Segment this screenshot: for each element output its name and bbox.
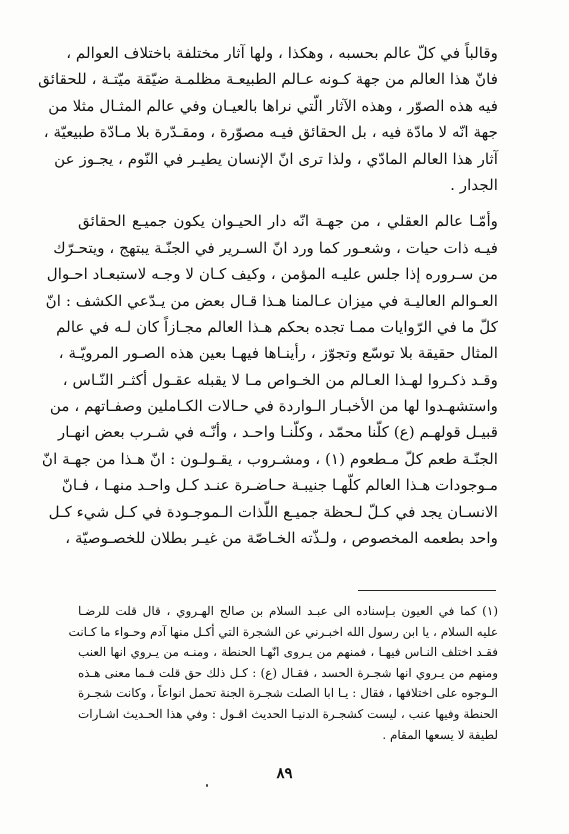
text-line: الجنّـة طعم كلّ مـطعوم (١) ، ومشـروب ، يقـولـون : انّ هـذا من جهـة انّ	[41, 449, 498, 468]
footnote-line: الحنطة وفيها عنب ، ليست كشجـرة الدنيـا الحديث اقـول : وفي هذا الحـديث اشـارات	[78, 706, 498, 721]
footnote-line: الـوجوه على اختلافها ، فقال : يـا ابا الصلت شجـرة الجنة تحمل انواعاً ، وكانت شجـرة	[78, 686, 498, 701]
text-line: وأمّـا عالم العقلي ، من جهـة انّه دار الحيـوان يكون جميـع الحقائق	[78, 212, 498, 231]
text-line: فيـه ذات حيات ، وشعـور كما ورد انّ السـرير في الجنّـة يبتهج ، ويتحـرّك	[53, 238, 498, 257]
page-number: ٨٩	[276, 764, 293, 782]
text-line: واستشهـدوا لها من الأخبـار الـواردة في حـالات الكـاملين وصفـاتهم ، من	[49, 397, 498, 416]
paragraph-gap	[78, 198, 498, 208]
text-line: كلّ ما في الرّوايات ممـا تجده بحكم هـذا العالم مجـازاً كان لـه في عالم	[56, 317, 498, 336]
paragraph-2	[41, 208, 498, 551]
text-line: جهة انّه لا مادّة فيه ، بل الحقائق فيـه مصوّرة ، ومقـدّرة بلا مـادّة طبيعيّة ،	[43, 123, 498, 142]
text-line: من سـروره إذا جلس عليـه المؤمن ، وكيف كـان لا وجـه لاستبعـاد احـوال	[46, 265, 498, 284]
text-line: المثال حقيقة بلا توسّع وتجوّز ، رأينـاها فيهـا بعين هذه الصـور المرويّـة ،	[58, 344, 498, 363]
print-speck	[206, 784, 208, 787]
text-line: مـوجودات هـذا العالم كلّهـا جنيبـة حـاضـرة عنـد كـل واحـد منهـا ، فـانّ	[61, 476, 498, 495]
text-line: قبيـل قولهـم (ع) كلّنا محمّد ، وكلّنـا واحـد ، وأنّـه في شـرب بعض انهـار	[57, 423, 498, 442]
text-line: الانسـان يجد في كـلّ لـحظة جميـع اللّذات الـموجـودة في كـل شيء كـل	[48, 502, 498, 521]
main-text-block	[38, 40, 498, 551]
paragraph-1	[38, 40, 498, 198]
footnote-block	[68, 601, 498, 745]
footnote-line: فقـد اختلف النـاس فيهـا ، فمنهم من يـروى انّهـا الحنطة ، ومنـه من يـروي انها العنب	[78, 645, 498, 660]
text-line: فيه هذه الصوّر ، وهذه الآثار الّتي نراها بالعيـان وفي عالم المثـال مثلا من	[48, 96, 498, 115]
footnote-separator	[358, 590, 496, 591]
footnote-line: ومنهم من يـروي انها شجـرة الحسد ، فقـال (ع) : كـل ذلك حق قلت فـما معنى هـذه	[78, 665, 498, 680]
text-line: فانّ هذا العالم من جهة كـونه عـالم الطبيعـة مظلمـة ضيّقة ميّتـة ، للحقائق	[38, 70, 498, 89]
text-line: وقـد ذكـروا لهـذا العـالم من الخـواص مـا لا يقبله عقـول أكثـر النّـاس ،	[62, 370, 498, 389]
footnote-line: عليه السلام ، يا ابن رسول الله اخبـرني عن الشجرة التي أكـل منها آدم وحـواء ما كـانت	[68, 624, 498, 639]
text-line: وقالباً في كلّ عالم بحسبه ، وهكذا ، ولها آثار مختلفة باختلاف العوالم ،	[66, 44, 498, 62]
text-line: الجدار .	[450, 175, 498, 194]
footnote-line: (١) كما في العيون بـإسناده الى عبـد السلام بن صالح الهـروي ، قال قلت للرضـا	[78, 604, 498, 618]
text-line: العـوالم العاليـة في ميزان عـالمنا هـذا قـال بعض من يـدّعي الكشف : انّ	[45, 291, 498, 310]
footnote-line: لطيفة لا يسعها المقام .	[382, 727, 498, 742]
text-line: واحد بطعمه المخصوص ، ولـذّته الخـاصّة من غيـر بطلان للخصـوصيّة ،	[65, 529, 498, 548]
text-line: آثار هذا العالم المادّي ، ولذا ترى انّ الإنسان يطيـر في النّوم ، يجـوز عن	[54, 149, 498, 168]
